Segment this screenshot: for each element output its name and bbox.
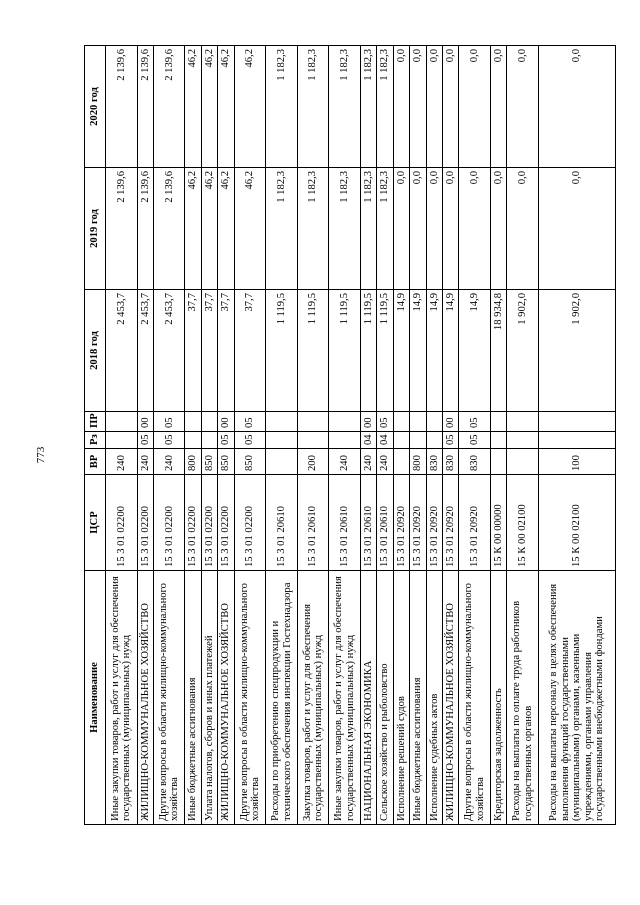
cell-2018: 2 453,7 bbox=[106, 290, 138, 412]
cell-rz: 04 bbox=[377, 432, 393, 449]
cell-rz: 05 bbox=[153, 432, 185, 449]
cell-pr bbox=[201, 412, 217, 432]
cell-2019: 1 182,3 bbox=[266, 168, 298, 290]
cell-csr: 15 3 01 20610 bbox=[297, 475, 329, 571]
cell-2019: 1 182,3 bbox=[377, 168, 393, 290]
cell-vr bbox=[266, 449, 298, 475]
cell-name: Расходы по приобретению спецпродукции и технического обеспечения инспекции Гостехнадзора bbox=[266, 571, 298, 825]
cell-csr: 15 3 01 20610 bbox=[377, 475, 393, 571]
table-row bbox=[185, 46, 201, 825]
cell-2018: 1 119,5 bbox=[377, 290, 393, 412]
cell-2018: 37,7 bbox=[201, 290, 217, 412]
cell-2018: 1 119,5 bbox=[360, 290, 376, 412]
cell-name: Иные бюджетные ассигнования bbox=[410, 571, 426, 825]
cell-2020: 0,0 bbox=[507, 46, 539, 168]
table-row bbox=[442, 46, 458, 825]
header-name: Наименование bbox=[85, 571, 106, 825]
cell-vr: 850 bbox=[234, 449, 266, 475]
cell-name: Иные бюджетные ассигнования bbox=[185, 571, 201, 825]
table-row bbox=[459, 46, 491, 825]
cell-rz bbox=[410, 432, 426, 449]
cell-2020: 1 182,3 bbox=[297, 46, 329, 168]
cell-2018: 14,9 bbox=[410, 290, 426, 412]
cell-name: Расходы на выплаты по оплате труда работников государственных органов bbox=[507, 571, 539, 825]
cell-rz bbox=[329, 432, 361, 449]
cell-pr bbox=[297, 412, 329, 432]
cell-2020: 0,0 bbox=[538, 46, 615, 168]
cell-rz bbox=[106, 432, 138, 449]
cell-rz bbox=[426, 432, 442, 449]
cell-name: Расходы на выплаты персоналу в целях обеспечения выполнения функций государственными (муниципальными) органами, казенными учреждениями, органами управления государственными внебюджетными фондами bbox=[538, 571, 615, 825]
cell-2020: 1 182,3 bbox=[377, 46, 393, 168]
cell-csr: 15 3 01 02200 bbox=[106, 475, 138, 571]
cell-rz: 05 bbox=[459, 432, 491, 449]
table-row bbox=[538, 46, 615, 825]
cell-2019: 2 139,6 bbox=[153, 168, 185, 290]
cell-vr: 240 bbox=[137, 449, 153, 475]
cell-2018: 1 119,5 bbox=[297, 290, 329, 412]
cell-rz: 05 bbox=[218, 432, 234, 449]
cell-pr bbox=[490, 412, 506, 432]
cell-2018: 2 453,7 bbox=[153, 290, 185, 412]
cell-csr: 15 К 00 02100 bbox=[538, 475, 615, 571]
cell-2018: 37,7 bbox=[185, 290, 201, 412]
cell-csr: 15 3 01 20920 bbox=[459, 475, 491, 571]
cell-vr bbox=[507, 449, 539, 475]
cell-csr: 15 3 01 02200 bbox=[185, 475, 201, 571]
cell-2019: 1 182,3 bbox=[360, 168, 376, 290]
cell-2020: 2 139,6 bbox=[137, 46, 153, 168]
cell-2018: 37,7 bbox=[234, 290, 266, 412]
table-row bbox=[106, 46, 138, 825]
cell-2018: 2 453,7 bbox=[137, 290, 153, 412]
cell-pr: 05 bbox=[459, 412, 491, 432]
page-number: 773 bbox=[35, 446, 47, 464]
cell-2019: 0,0 bbox=[410, 168, 426, 290]
budget-table bbox=[84, 45, 616, 825]
cell-name: Исполнение судебных актов bbox=[426, 571, 442, 825]
cell-pr: 00 bbox=[218, 412, 234, 432]
cell-2019: 0,0 bbox=[507, 168, 539, 290]
cell-csr: 15 3 01 02200 bbox=[153, 475, 185, 571]
cell-2020: 1 182,3 bbox=[329, 46, 361, 168]
cell-2019: 0,0 bbox=[426, 168, 442, 290]
cell-name: Другие вопросы в области жилищно-коммунального хозяйства bbox=[153, 571, 185, 825]
cell-2020: 0,0 bbox=[442, 46, 458, 168]
table-row bbox=[153, 46, 185, 825]
cell-rz: 04 bbox=[360, 432, 376, 449]
cell-name: Иные закупки товаров, работ и услуг для обеспечения государственных (муниципальных) нужд bbox=[329, 571, 361, 825]
table-row bbox=[360, 46, 376, 825]
cell-vr: 200 bbox=[297, 449, 329, 475]
cell-2019: 46,2 bbox=[185, 168, 201, 290]
cell-rz bbox=[266, 432, 298, 449]
table-row bbox=[426, 46, 442, 825]
cell-rz bbox=[201, 432, 217, 449]
cell-vr: 800 bbox=[410, 449, 426, 475]
cell-csr: 15 К 00 00000 bbox=[490, 475, 506, 571]
table-row bbox=[410, 46, 426, 825]
cell-2020: 2 139,6 bbox=[106, 46, 138, 168]
cell-2019: 46,2 bbox=[234, 168, 266, 290]
cell-name: Кредиторская задолженность bbox=[490, 571, 506, 825]
cell-csr: 15 3 01 20920 bbox=[410, 475, 426, 571]
cell-2018: 1 119,5 bbox=[329, 290, 361, 412]
cell-vr: 240 bbox=[360, 449, 376, 475]
cell-2019: 1 182,3 bbox=[329, 168, 361, 290]
cell-2020: 46,2 bbox=[234, 46, 266, 168]
table-row bbox=[297, 46, 329, 825]
cell-rz bbox=[538, 432, 615, 449]
table-row bbox=[218, 46, 234, 825]
cell-2020: 0,0 bbox=[459, 46, 491, 168]
table-row bbox=[201, 46, 217, 825]
cell-vr bbox=[393, 449, 409, 475]
cell-2020: 46,2 bbox=[201, 46, 217, 168]
cell-vr: 240 bbox=[329, 449, 361, 475]
cell-pr bbox=[426, 412, 442, 432]
table-row bbox=[234, 46, 266, 825]
rotated-page-content bbox=[84, 46, 616, 825]
cell-name: Уплата налогов, сборов и иных платежей bbox=[201, 571, 217, 825]
table-row bbox=[137, 46, 153, 825]
cell-2019: 0,0 bbox=[393, 168, 409, 290]
cell-2019: 0,0 bbox=[459, 168, 491, 290]
cell-rz bbox=[393, 432, 409, 449]
table-row bbox=[377, 46, 393, 825]
header-csr: ЦСР bbox=[85, 475, 106, 571]
cell-pr: 00 bbox=[442, 412, 458, 432]
table-header-row bbox=[85, 46, 106, 825]
cell-vr: 100 bbox=[538, 449, 615, 475]
cell-csr: 15 3 01 20920 bbox=[393, 475, 409, 571]
cell-csr: 15 3 01 20920 bbox=[426, 475, 442, 571]
cell-2020: 1 182,3 bbox=[266, 46, 298, 168]
cell-pr bbox=[393, 412, 409, 432]
cell-csr: 15 3 01 02200 bbox=[218, 475, 234, 571]
cell-2018: 1 119,5 bbox=[266, 290, 298, 412]
cell-pr bbox=[538, 412, 615, 432]
cell-2018: 14,9 bbox=[442, 290, 458, 412]
cell-pr: 05 bbox=[377, 412, 393, 432]
cell-pr bbox=[507, 412, 539, 432]
cell-rz bbox=[507, 432, 539, 449]
cell-2020: 0,0 bbox=[393, 46, 409, 168]
cell-csr: 15 3 01 20610 bbox=[360, 475, 376, 571]
table-row bbox=[329, 46, 361, 825]
cell-name: НАЦИОНАЛЬНАЯ ЭКОНОМИКА bbox=[360, 571, 376, 825]
cell-2019: 0,0 bbox=[490, 168, 506, 290]
cell-pr bbox=[266, 412, 298, 432]
cell-name: Закупка товаров, работ и услуг для обеспечения государственных (муниципальных) нужд bbox=[297, 571, 329, 825]
cell-rz: 05 bbox=[234, 432, 266, 449]
cell-rz bbox=[185, 432, 201, 449]
cell-2019: 1 182,3 bbox=[297, 168, 329, 290]
cell-name: Исполнение решений судов bbox=[393, 571, 409, 825]
cell-csr: 15 К 00 02100 bbox=[507, 475, 539, 571]
cell-vr: 830 bbox=[426, 449, 442, 475]
cell-vr: 830 bbox=[442, 449, 458, 475]
header-rz: Рз bbox=[85, 432, 106, 449]
cell-name: ЖИЛИЩНО-КОММУНАЛЬНОЕ ХОЗЯЙСТВО bbox=[218, 571, 234, 825]
cell-vr: 850 bbox=[201, 449, 217, 475]
cell-vr bbox=[490, 449, 506, 475]
cell-name: Сельское хозяйство и рыболовство bbox=[377, 571, 393, 825]
cell-vr: 800 bbox=[185, 449, 201, 475]
cell-csr: 15 3 01 02200 bbox=[234, 475, 266, 571]
header-2020: 2020 год bbox=[85, 46, 106, 168]
cell-2018: 1 902,0 bbox=[538, 290, 615, 412]
cell-2018: 1 902,0 bbox=[507, 290, 539, 412]
cell-2018: 18 934,8 bbox=[490, 290, 506, 412]
cell-2020: 1 182,3 bbox=[360, 46, 376, 168]
cell-2018: 14,9 bbox=[459, 290, 491, 412]
cell-name: Другие вопросы в области жилищно-коммунального хозяйства bbox=[459, 571, 491, 825]
cell-2019: 2 139,6 bbox=[106, 168, 138, 290]
header-vr: ВР bbox=[85, 449, 106, 475]
cell-2020: 0,0 bbox=[490, 46, 506, 168]
cell-pr: 00 bbox=[360, 412, 376, 432]
cell-csr: 15 3 01 02200 bbox=[137, 475, 153, 571]
cell-csr: 15 3 01 20610 bbox=[329, 475, 361, 571]
cell-vr: 830 bbox=[459, 449, 491, 475]
cell-pr: 00 bbox=[137, 412, 153, 432]
cell-rz: 05 bbox=[442, 432, 458, 449]
cell-2019: 2 139,6 bbox=[137, 168, 153, 290]
cell-csr: 15 3 01 20920 bbox=[442, 475, 458, 571]
cell-vr: 240 bbox=[153, 449, 185, 475]
cell-name: Иные закупки товаров, работ и услуг для обеспечения государственных (муниципальных) нужд bbox=[106, 571, 138, 825]
cell-pr bbox=[329, 412, 361, 432]
cell-2018: 14,9 bbox=[426, 290, 442, 412]
cell-2020: 46,2 bbox=[185, 46, 201, 168]
cell-vr: 240 bbox=[377, 449, 393, 475]
cell-2020: 2 139,6 bbox=[153, 46, 185, 168]
cell-2020: 46,2 bbox=[218, 46, 234, 168]
cell-2019: 46,2 bbox=[201, 168, 217, 290]
cell-pr bbox=[106, 412, 138, 432]
cell-csr: 15 3 01 02200 bbox=[201, 475, 217, 571]
header-2018: 2018 год bbox=[85, 290, 106, 412]
cell-vr: 850 bbox=[218, 449, 234, 475]
cell-name: ЖИЛИЩНО-КОММУНАЛЬНОЕ ХОЗЯЙСТВО bbox=[442, 571, 458, 825]
cell-2019: 0,0 bbox=[538, 168, 615, 290]
cell-2020: 0,0 bbox=[426, 46, 442, 168]
cell-rz bbox=[490, 432, 506, 449]
cell-name: Другие вопросы в области жилищно-коммунального хозяйства bbox=[234, 571, 266, 825]
cell-vr: 240 bbox=[106, 449, 138, 475]
table-row bbox=[266, 46, 298, 825]
cell-csr: 15 3 01 20610 bbox=[266, 475, 298, 571]
table-row bbox=[490, 46, 506, 825]
cell-rz: 05 bbox=[137, 432, 153, 449]
cell-2019: 0,0 bbox=[442, 168, 458, 290]
cell-rz bbox=[297, 432, 329, 449]
cell-pr bbox=[410, 412, 426, 432]
table-row bbox=[393, 46, 409, 825]
cell-pr: 05 bbox=[234, 412, 266, 432]
cell-2020: 0,0 bbox=[410, 46, 426, 168]
header-2019: 2019 год bbox=[85, 168, 106, 290]
cell-pr bbox=[185, 412, 201, 432]
cell-2018: 37,7 bbox=[218, 290, 234, 412]
cell-2019: 46,2 bbox=[218, 168, 234, 290]
cell-2018: 14,9 bbox=[393, 290, 409, 412]
header-pr: ПР bbox=[85, 412, 106, 432]
cell-pr: 05 bbox=[153, 412, 185, 432]
table-row bbox=[507, 46, 539, 825]
cell-name: ЖИЛИЩНО-КОММУНАЛЬНОЕ ХОЗЯЙСТВО bbox=[137, 571, 153, 825]
